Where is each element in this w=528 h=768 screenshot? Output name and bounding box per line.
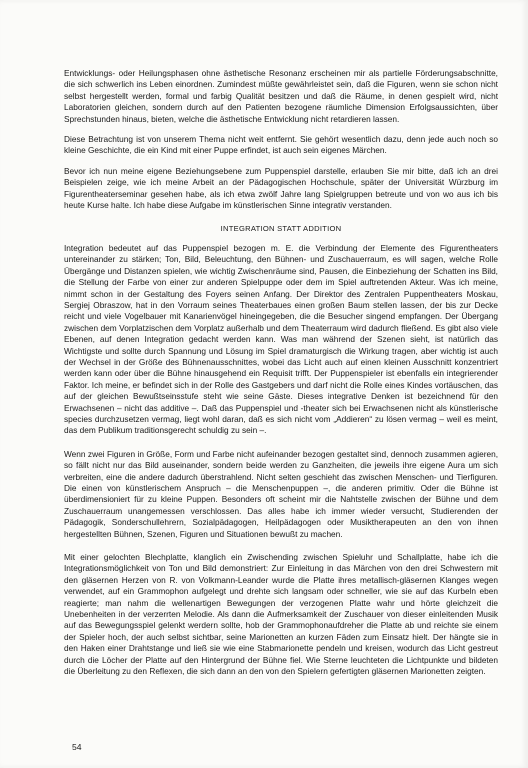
section-heading: INTEGRATION STATT ADDITION — [220, 224, 342, 234]
paragraph-2: Diese Betrachtung ist von unserem Thema nicht weit entfernt. Sie gehört wesentlich dazu, denn jede auch noch so kleine Geschichte, die ein Kind mit einer Puppe erfindet, ist auch sein eigenes Märchen. — [64, 134, 498, 156]
paragraph-1: Entwicklungs- oder Heilungsphasen ohne ästhetische Resonanz erscheinen mir als partielle Förderungsabschnitte, die sich schwerlich ins Leben einordnen. Zumindest müßte gewährleistet sein, daß die Figuren, wenn sie schon nicht selbst hergestellt werden, formal und farbig Qualität besitzen und daß die Räume, in denen gespielt wird, nicht Laboratorien gleichen, sondern durch auf den Patienten bezogene räumliche Dimension Erfolgsaussichten, über Sprechstunden hinaus, bieten, welche die ästhetische Entwicklung nicht retardieren lassen. — [64, 68, 498, 124]
page-body — [64, 68, 498, 687]
paragraph-4: Integration bedeutet auf das Puppenspiel bezogen m. E. die Verbindung der Elemente des Figurentheaters untereinander zu stärken; Ton, Bild, Beleuchtung, den Bühnen- und Zuschauerraum, es will sagen, welche Rolle Übergänge und Distanzen spielen, wie wichtig Zwischenräume sind, Pausen, die Einbeziehung der Schatten ins Bild, die Stellung der Farbe von einer zur anderen Spielpuppe oder dem im Spiel auftretenden Akteur. Was ich meine, nimmt schon in der Gestaltung des Foyers seinen Anfang. Der Direktor des Zentralen Puppentheaters Moskau, Sergiej Obraszow, hat in den Vorraum seines Theaterbaues einen großen Baum stellen lassen, der bis zur Decke reicht und viele Vogelbauer mit Kanarienvögel hineingegeben, die die Besucher singend empfangen. Der Übergang zwischen dem Vorplatzischen dem Vorplatz außerhalb und dem Theaterraum wird dadurch fließend. Es gibt also viele Ebenen, auf denen Integration gedacht werden kann. Was man während der Szenen sieht, ist natürlich das Wichtigste und sollte durch Spannung und Lösung im Spiel dramaturgisch die Wirkung tragen, aber wichtig ist auch der Wechsel in der Größe des Bühnenausschnittes, wobei das Licht auch auf einen kleinen Ausschnitt konzentriert werden kann oder über die Bühne hinausgehend ein Requisit trifft. Der Puppenspieler ist ebenfalls ein integrierender Faktor. Ich meine, er befindet sich in der Rolle des Gastgebers und darf nicht die Rolle eines Kindes vortäuschen, das auf der gleichen Bewußtseinsstufe steht wie seine Gäste. Dieses integrative Denken ist bezeichnend für den Erwachsenen – nicht das additive –. Daß das Puppenspiel und -theater sich bei Erwachsenen nicht als künstlerische species durchzusetzen vermag, liegt wohl daran, daß es sich nicht vom „Addieren“ zu lösen vermag – weil es meint, das dem Publikum traditionsgerecht schuldig zu sein –. — [64, 242, 498, 436]
page-number: 54 — [72, 742, 82, 752]
paragraph-6: Mit einer gelochten Blechplatte, klanglich ein Zwischending zwischen Spieluhr und Schallplatte, habe ich die Integrationsmöglichkeit von Ton und Bild demonstriert: Zur Einleitung in das Märchen von den drei Schwestern mit den gläsernen Herzen von R. von Volkmann-Leander wurde die Platte ihres metallisch-gläsernen Klanges wegen verwendet, auf ein Grammophon aufgelegt und drehte sich langsam oder schneller, wie sie auf das Kurbeln eben reagierte; man nahm die wellenartigen Bewegungen der verzogenen Platte wahr und hörte gleichzeit die Unebenheiten in der verzerrten Melodie. Als dann die Aufmerksamkeit der Zuschauer von dieser einleitenden Musik auf das Bewegungsspiel gelenkt werdern sollte, hob der Grammophonaufdreher die Platte ab und reichte sie einem der Spieler hoch, der auch selbst sichtbar, seine Marionetten an kurzen Fäden zum Einsatz hielt. Der hängte sie in den Haken einer Drahtstange und ließ sie wie eine Stabmarionette pendeln und kreisen, wodurch das Licht gestreut durch die Löcher der Platte auf den Hintergrund der Bühne fiel. Wie Sterne leuchteten die Lichtpunkte und bildeten die Überleitung zu den Reflexen, die sich dann an den von den Spielern gefertigten gläsernen Marionetten zeigten. — [64, 552, 498, 677]
paragraph-3: Bevor ich nun meine eigene Beziehungsebene zum Puppenspiel darstelle, erlauben Sie mir bitte, daß ich an drei Beispielen zeige, wie ich meine Arbeit an der Pädagogischen Hochschule, später der Universität Würzburg im Figurentheaterseminar gesehen habe, als ich etwa zwölf Jahre lang Spielgruppen betreute und von wo aus ich bis heute Kurse halte. Ich habe diese Aufgabe im künstlerischen Sinne integrativ verstanden. — [64, 165, 498, 211]
paragraph-5: Wenn zwei Figuren in Größe, Form und Farbe nicht aufeinander bezogen gestaltet sind, dennoch zusammen agieren, so fällt nicht nur das Bild auseinander, sondern beide werden zu Ganzheiten, die jeweils ihre eigene Aura um sich verbreiten, eine die andere dadurch überstrahlend. Nicht selten geschieht das zwischen Menschen- und Tierfiguren. Die einen von künstlerischem Anspruch – die Menschenpuppen –, die anderen primitiv. Oder die Bühne ist überdimensioniert für zu kleine Puppen. Besonders oft scheint mir die Nahtstelle zwischen der Bühne und dem Zuschauerraum unangemessen verschlossen. Das alles habe ich immer wieder versucht, Studierenden der Pädagogik, Sonderschullehrern, Sozialpädagogen, Heilpädagogen oder Musiktherapeuten an den von ihnen hergestellten Bühnen, Szenen, Figuren und Situationen bewußt zu machen. — [64, 448, 498, 539]
